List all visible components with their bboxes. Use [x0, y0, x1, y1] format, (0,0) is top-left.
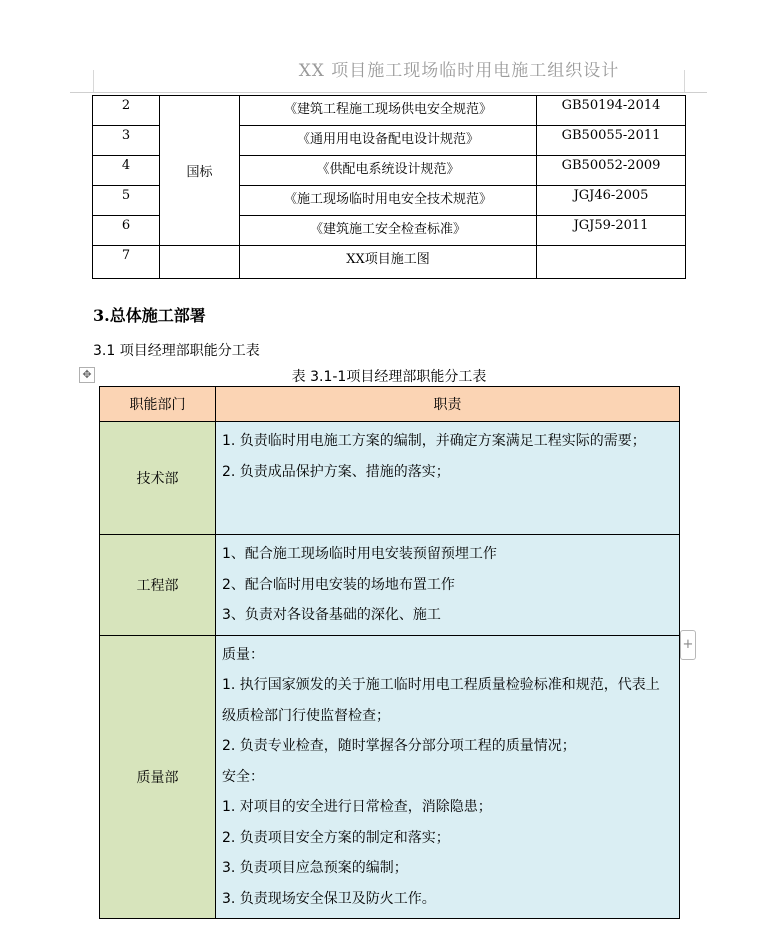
duty-line: 1. 执行国家颁发的关于施工临时用电工程质量检验标准和规范，代表上级质检部门行使监督检查； — [222, 677, 660, 724]
duty-line: 2、配合临时用电安装的场地布置工作 — [222, 576, 455, 593]
standard-code: GB50194-2014 — [537, 96, 686, 126]
standard-name: 《建筑施工安全检查标准》 — [240, 216, 537, 246]
dept-cell: 质量部 — [100, 635, 216, 919]
header-corner-mark-left — [93, 70, 94, 92]
row-number: 7 — [93, 246, 160, 279]
empty-category-cell — [160, 246, 240, 279]
duty-cell — [216, 422, 680, 535]
row-number: 5 — [93, 186, 160, 216]
move-arrows-icon[interactable]: ✥ — [79, 367, 95, 383]
row-number: 3 — [93, 126, 160, 156]
duty-line: 2. 负责项目安全方案的制定和落实； — [222, 829, 450, 846]
duty-table — [99, 386, 680, 919]
subsection-heading: 3.1 项目经理部职能分工表 — [93, 343, 260, 359]
standard-code: JGJ59-2011 — [537, 216, 686, 246]
duty-line: 1、配合施工现场临时用电安装预留预埋工作 — [222, 546, 497, 562]
table-row — [93, 246, 686, 279]
table-row — [100, 635, 680, 919]
plus-icon[interactable]: + — [680, 630, 696, 660]
table-row — [100, 422, 680, 535]
duty-line: 质量： — [222, 646, 264, 663]
table-header-row — [100, 387, 680, 422]
table-row — [93, 96, 686, 126]
header-divider — [70, 92, 707, 93]
standard-name: 《施工现场临时用电安全技术规范》 — [240, 186, 537, 216]
duty-line: 2. 负责成品保护方案、措施的落实； — [222, 463, 450, 480]
standard-code — [537, 246, 686, 279]
duty-line: 1. 对项目的安全进行日常检查，消除隐患； — [222, 799, 492, 815]
standard-code: GB50052-2009 — [537, 156, 686, 186]
column-header-dept: 职能部门 — [100, 387, 216, 422]
standard-code: GB50055-2011 — [537, 126, 686, 156]
category-cell: 国标 — [160, 96, 240, 246]
duty-line: 安全： — [222, 768, 264, 785]
duty-line: 1. 负责临时用电施工方案的编制，并确定方案满足工程实际的需要； — [222, 433, 646, 449]
row-number: 2 — [93, 96, 160, 126]
dept-cell: 工程部 — [100, 535, 216, 636]
dept-cell: 技术部 — [100, 422, 216, 535]
table-row — [100, 535, 680, 636]
page-header-title: XX 项目施工现场临时用电施工组织设计 — [298, 61, 620, 81]
standard-name: 《建筑工程施工现场供电安全规范》 — [240, 96, 537, 126]
duty-line: 2. 负责专业检查，随时掌握各分部分项工程的质量情况； — [222, 738, 576, 754]
row-number: 4 — [93, 156, 160, 186]
section-heading: 3.总体施工部署 — [93, 306, 206, 325]
column-header-duty: 职责 — [216, 387, 680, 422]
duty-cell — [216, 535, 680, 636]
standard-name: XX项目施工图 — [240, 246, 537, 279]
table-caption: 表 3.1-1项目经理部职能分工表 — [291, 369, 487, 385]
standard-code: JGJ46-2005 — [537, 186, 686, 216]
header-corner-mark-right — [684, 70, 685, 92]
duty-line: 3、负责对各设备基础的深化、施工 — [222, 607, 441, 623]
duty-line: 3. 负责项目应急预案的编制； — [222, 860, 408, 876]
row-number: 6 — [93, 216, 160, 246]
duty-line: 3. 负责现场安全保卫及防火工作。 — [222, 890, 436, 907]
duty-cell — [216, 635, 680, 919]
standard-name: 《供配电系统设计规范》 — [240, 156, 537, 186]
standards-table — [92, 95, 686, 279]
standard-name: 《通用用电设备配电设计规范》 — [240, 126, 537, 156]
